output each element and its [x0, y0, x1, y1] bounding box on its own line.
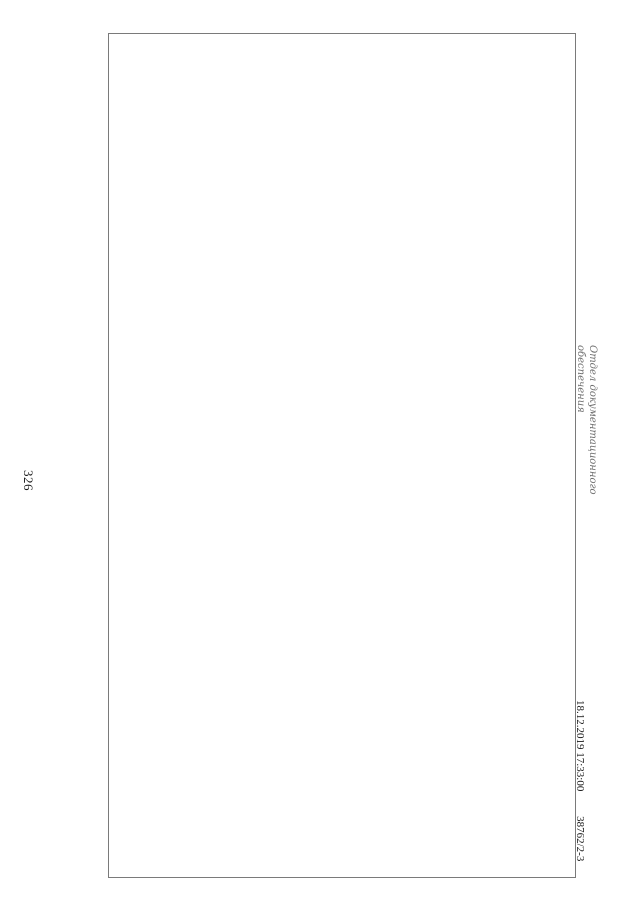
footer — [574, 700, 586, 861]
page-number: 326 — [21, 470, 36, 491]
footer-doc-code: 38762/2-3 — [574, 816, 586, 862]
table-area — [108, 33, 576, 878]
stamp-line: обеспечения — [575, 345, 586, 413]
stamp-line: Отдел документационного — [587, 345, 598, 495]
handwritten-stamp — [574, 345, 598, 495]
footer-datetime: 18.12.2019 17:33:00 — [574, 700, 586, 792]
